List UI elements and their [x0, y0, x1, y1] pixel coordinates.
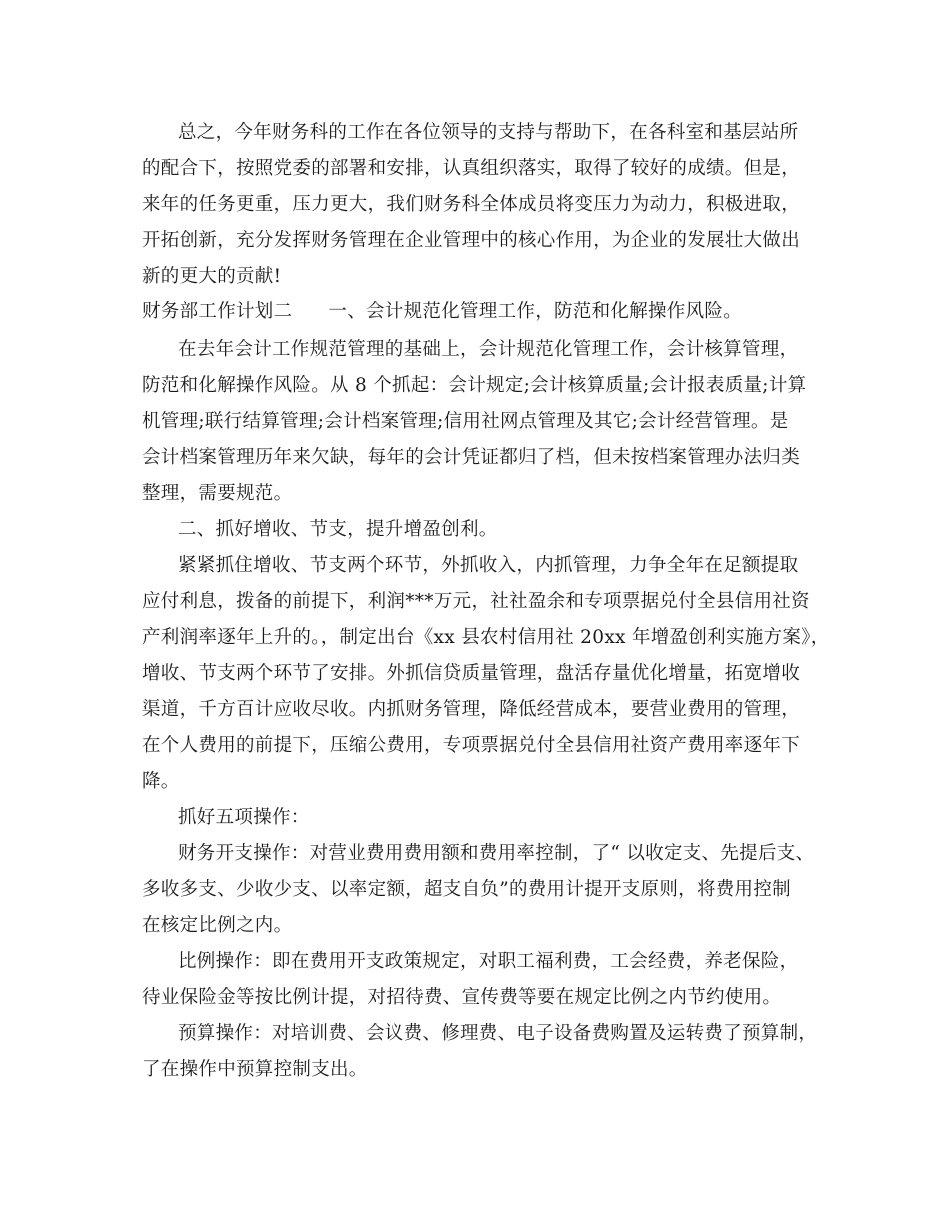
section-heading-line: [142, 300, 742, 324]
item-2-title: 二、抓好增收、节支，提升增盈创利。: [178, 519, 498, 540]
paragraph-6-line-1: 预算操作：对培训费、会议费、修理费、电子设备费购置及运转费了预算制，: [178, 1023, 818, 1044]
paragraph-4-line-3: 在核定比例之内。: [142, 915, 293, 936]
paragraph-3-line-3: 产利润率逐年上升的。，制定出台《xx 县农村信用社 20xx 年增盈创利实施方案》，: [142, 627, 830, 648]
paragraph-2-line-4: 会计档案管理历年来欠缺，每年的会计凭证都归了档，但未按档案管理办法归类: [142, 447, 801, 468]
paragraph-5-line-1: 比例操作：即在费用开支政策规定，对职工福利费，工会经费，养老保险，: [178, 951, 799, 972]
paragraph-2-line-3: 机管理;联行结算管理;会计档案管理;信用社网点管理及其它;会计经营管理。是: [142, 411, 789, 432]
paragraph-1-line-2: 的配合下，按照党委的部署和安排，认真组织落实，取得了较好的成绩。但是，: [142, 158, 801, 179]
paragraph-3-line-1: 紧紧抓住增收、节支两个环节，外抓收入，内抓管理，力争全年在足额提取: [178, 555, 799, 576]
paragraph-4-line-1: 财务开支操作：对营业费用费用额和费用率控制，了“ 以收定支、先提后支、: [178, 843, 815, 864]
paragraph-1-line-3: 来年的任务更重，压力更大，我们财务科全体成员将变压力为动力，积极进取，: [142, 194, 801, 215]
paragraph-2-line-2: 防范和化解操作风险。从 8 个抓起：会计规定;会计核算质量;会计报表质量;计算: [142, 375, 807, 396]
paragraph-1-line-5: 新的更大的贡献!: [142, 266, 282, 287]
section-title: 财务部工作计划二: [142, 301, 293, 322]
paragraph-2-line-5: 整理，需要规范。: [142, 483, 293, 504]
five-ops-title: 抓好五项操作：: [178, 807, 310, 828]
paragraph-3-line-6: 在个人费用的前提下，压缩公费用，专项票据兑付全县信用社资产费用率逐年下: [142, 735, 801, 756]
paragraph-4-line-2: 多收多支、少收少支、以率定额，超支自负”的费用计提开支原则，将费用控制: [142, 879, 791, 900]
paragraph-1-line-4: 开拓创新，充分发挥财务管理在企业管理中的核心作用，为企业的发展壮大做出: [142, 230, 801, 251]
paragraph-2-line-1: 在去年会计工作规范管理的基础上，会计规范化管理工作，会计核算管理，: [178, 339, 799, 360]
paragraph-3-line-7: 降。: [142, 771, 180, 792]
paragraph-3-line-4: 增收、节支两个环节了安排。外抓信贷质量管理，盘活存量优化增量，拓宽增收: [142, 663, 801, 684]
section-first-item: 一、会计规范化管理工作，防范和化解操作风险。: [328, 301, 743, 322]
paragraph-3-line-2: 应付利息，拨备的前提下，利润***万元，社社盈余和专项票据兑付全县信用社资: [142, 591, 810, 612]
paragraph-1-line-1: 总之，今年财务科的工作在各位领导的支持与帮助下，在各科室和基层站所: [178, 122, 799, 143]
paragraph-5-line-2: 待业保险金等按比例计提，对招待费、宣传费等要在规定比例之内节约使用。: [142, 987, 782, 1008]
paragraph-6-line-2: 了在操作中预算控制支出。: [142, 1059, 368, 1080]
paragraph-3-line-5: 渠道，千方百计应收尽收。内抓财务管理，降低经营成本，要营业费用的管理，: [142, 699, 801, 720]
